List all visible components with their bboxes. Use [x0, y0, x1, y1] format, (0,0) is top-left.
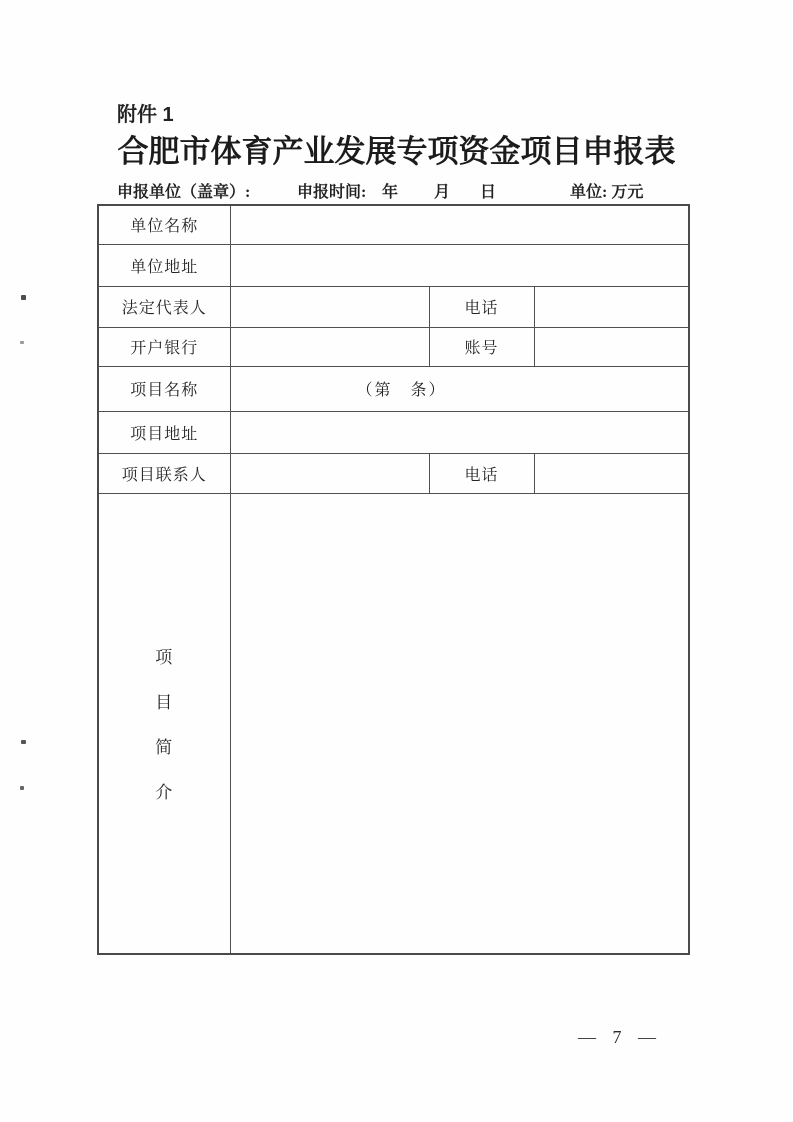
bank-label: 开户银行	[98, 327, 230, 366]
project-intro-char: 介	[155, 783, 174, 803]
contact-phone-input-cell	[534, 453, 689, 493]
scan-artifact	[20, 341, 24, 344]
scan-artifact	[20, 786, 24, 790]
table-row	[98, 366, 689, 411]
unit-address-label: 单位地址	[98, 244, 230, 286]
page-number: — 7 —	[578, 1027, 662, 1047]
unit-address-input-cell	[230, 244, 689, 286]
application-date-label: 申报时间:	[297, 184, 367, 201]
unit-name-input-cell	[230, 205, 689, 244]
table-row	[98, 244, 689, 286]
page-title: 合肥市体育产业发展专项资金项目申报表	[117, 134, 676, 169]
table-row	[98, 327, 689, 366]
project-name-input-cell	[230, 366, 689, 411]
project-name-label: 项目名称	[98, 366, 230, 411]
applicant-unit-label: 申报单位（盖章）:	[117, 184, 251, 201]
scan-artifact	[21, 295, 26, 300]
project-address-input-cell	[230, 411, 689, 453]
bank-input-cell	[230, 327, 429, 366]
project-name-note: （第 条）	[356, 382, 447, 399]
legal-representative-label: 法定代表人	[98, 286, 230, 327]
table-row	[98, 286, 689, 327]
project-introduction-input-cell	[230, 493, 689, 954]
contact-phone-label: 电话	[429, 453, 534, 493]
project-address-label: 项目地址	[98, 411, 230, 453]
attachment-label: 附件 1	[117, 104, 174, 126]
day-label: 日	[480, 184, 497, 201]
application-form-table	[97, 204, 690, 955]
legal-representative-input-cell	[230, 286, 429, 327]
scan-artifact	[21, 740, 26, 744]
month-label: 月	[434, 184, 451, 201]
currency-unit-label: 单位: 万元	[570, 184, 644, 201]
legal-rep-phone-input-cell	[534, 286, 689, 327]
form-meta-line	[0, 179, 793, 201]
unit-name-label: 单位名称	[98, 205, 230, 244]
legal-rep-phone-label: 电话	[429, 286, 534, 327]
project-contact-input-cell	[230, 453, 429, 493]
table-row	[98, 411, 689, 453]
year-label: 年	[382, 184, 399, 201]
table-row	[98, 493, 689, 954]
project-intro-char: 目	[155, 693, 174, 713]
project-introduction-label	[98, 493, 230, 954]
project-contact-label: 项目联系人	[98, 453, 230, 493]
table-row	[98, 453, 689, 493]
project-intro-char: 项	[155, 648, 174, 668]
project-intro-char: 简	[155, 738, 174, 758]
table-row	[98, 205, 689, 244]
account-number-label: 账号	[429, 327, 534, 366]
account-number-input-cell	[534, 327, 689, 366]
